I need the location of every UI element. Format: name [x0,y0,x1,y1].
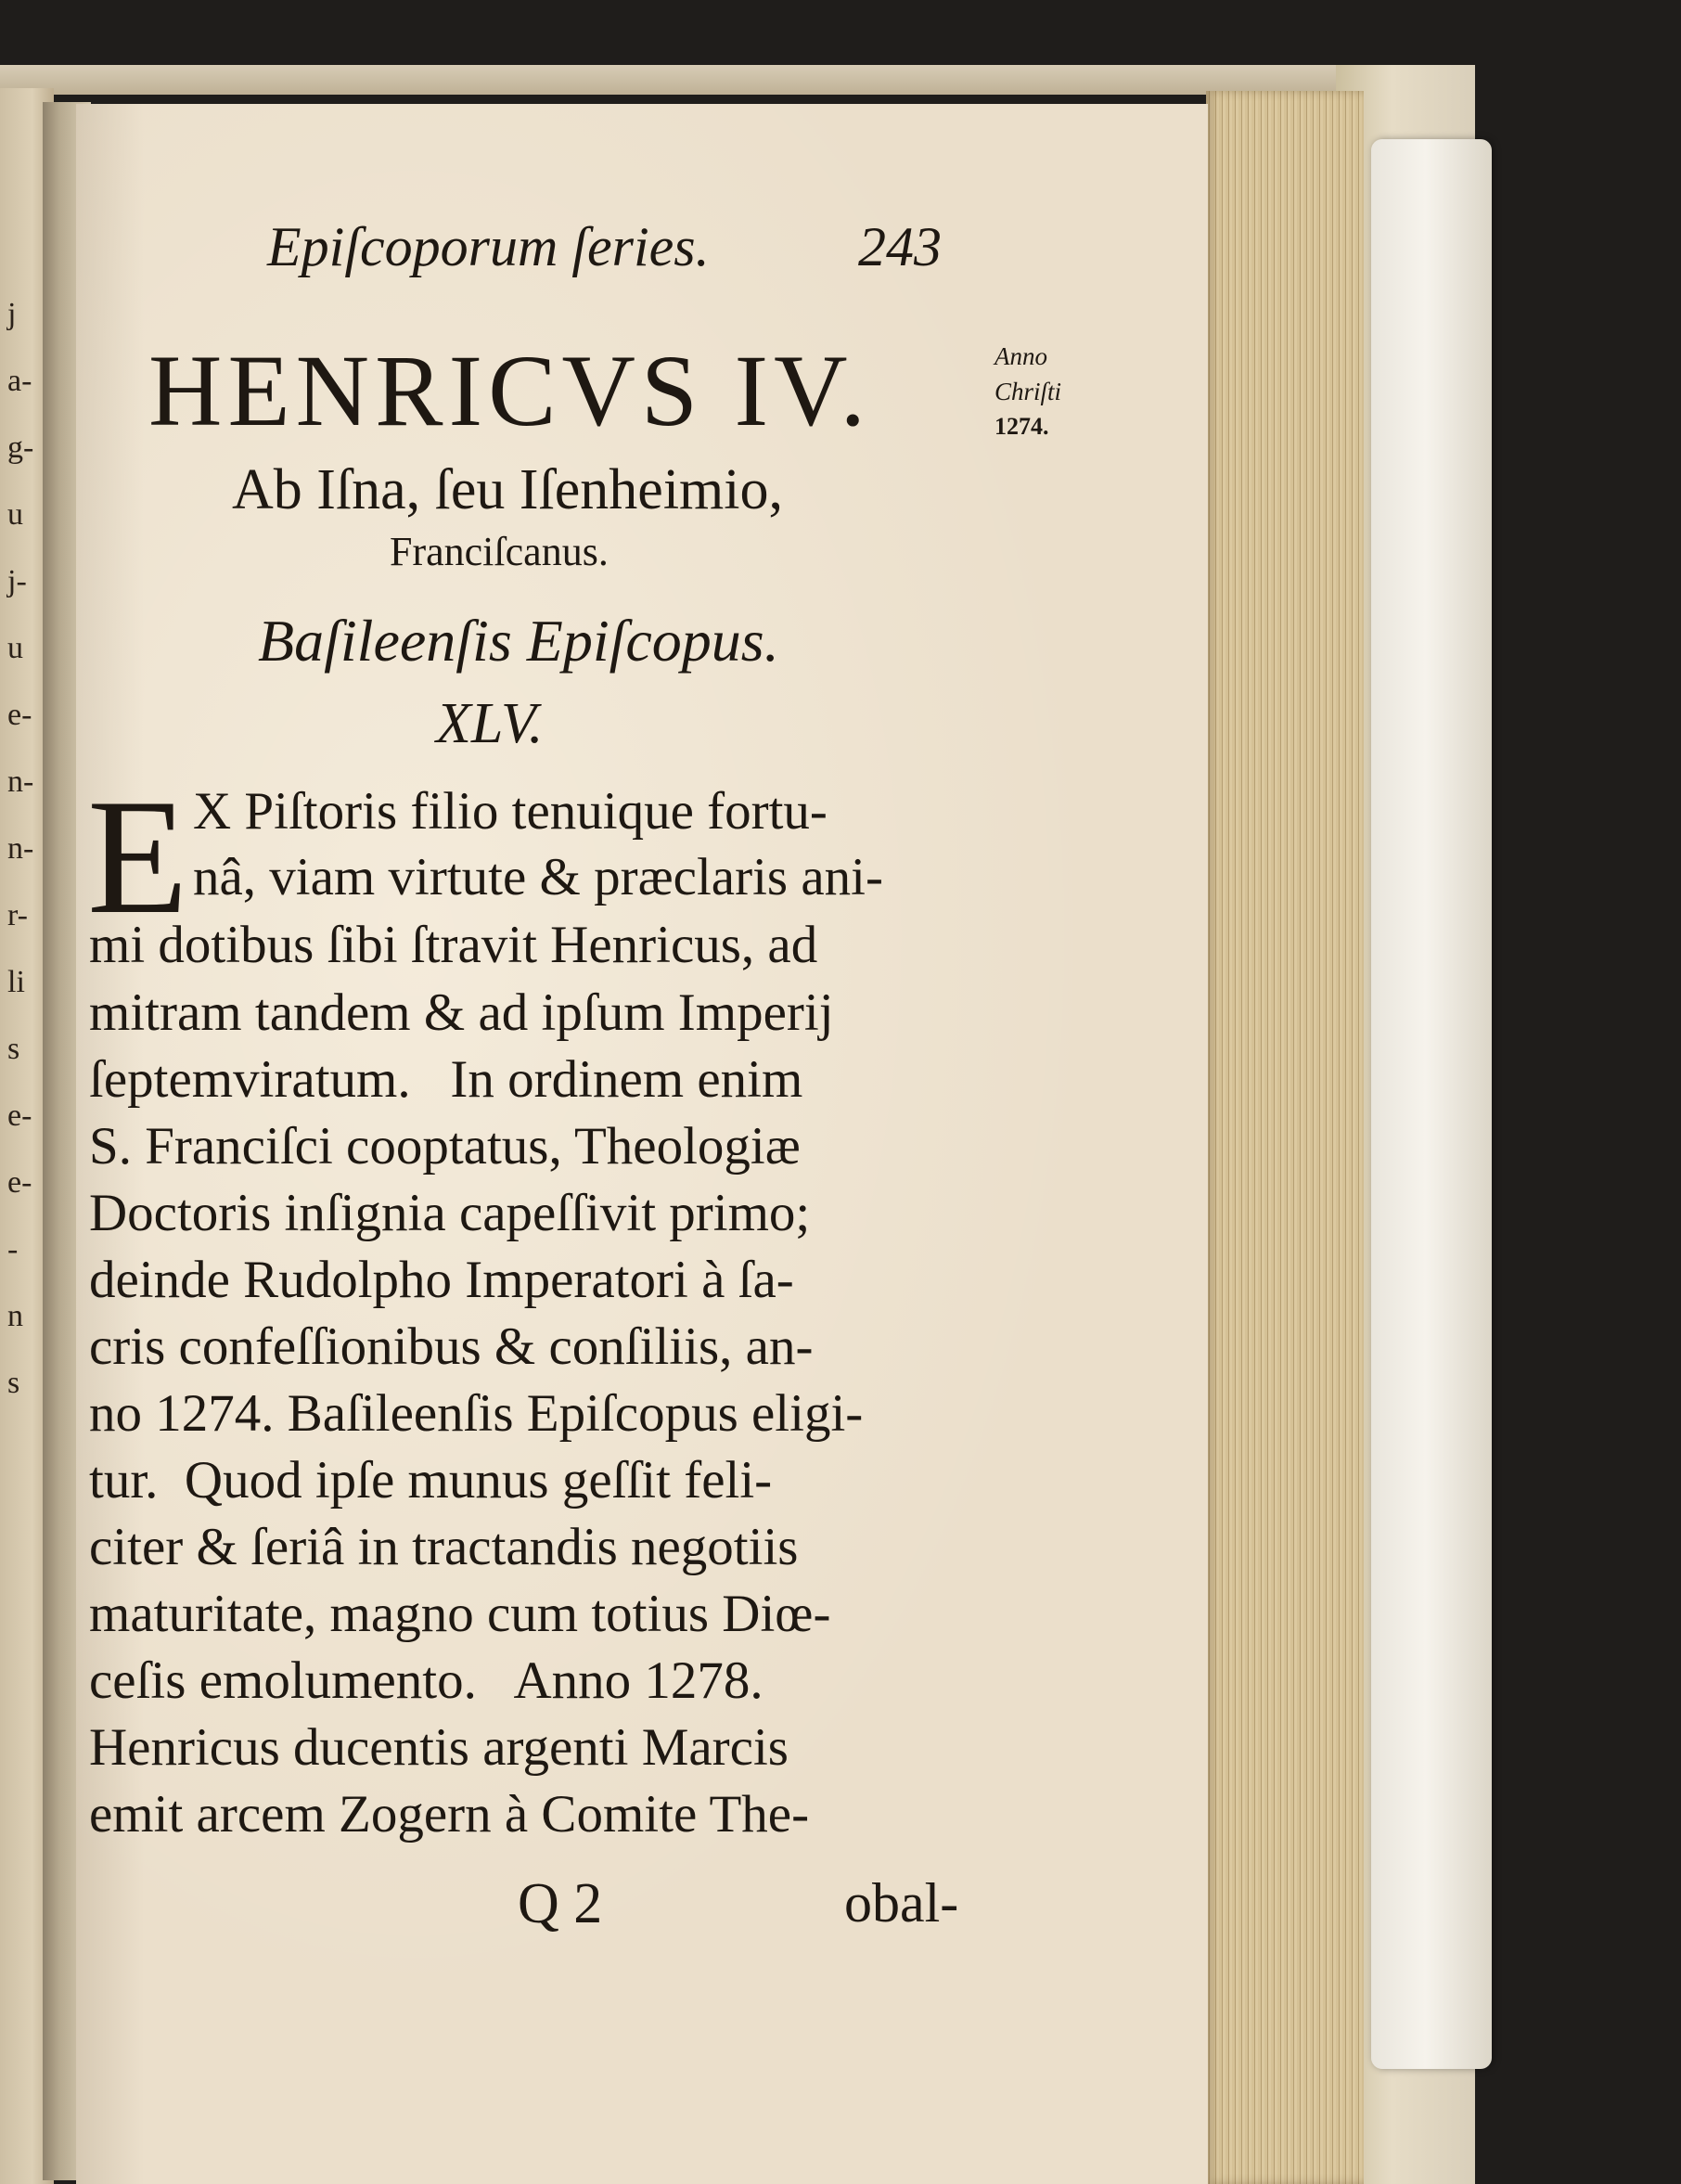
margin-note-line: Chriſti [994,378,1062,405]
margin-note-line: Anno [994,342,1047,370]
margin-note [994,339,1087,444]
chapter-heading: HENRICVS IV. [148,334,871,447]
facing-page-fragment: j [7,297,17,331]
text-line: cris confeſſionibus & conſiliis, an- [89,1317,814,1376]
subheading-origin: Ab Iſna, ſeu Iſenheimio, [232,458,783,521]
text-line: maturitate, magno cum totius Diœ- [89,1585,831,1643]
facing-page-fragment: e- [7,698,32,732]
facing-page-fragment: s [7,1366,20,1400]
facing-page-fragment: u [7,631,23,665]
facing-page-fragment: a- [7,364,32,398]
catchword: obal- [844,1872,959,1933]
page-number: 243 [858,216,942,277]
text-line: S. Franciſci cooptatus, Theologiæ [89,1117,801,1176]
text-line: mitram tandem & ad ipſum Imperij [89,983,834,1042]
facing-page-fragment: s [7,1032,20,1066]
facing-page-fragment: e- [7,1165,32,1200]
facing-page-fragment: n [7,1299,23,1333]
text-line: ceſis emolumento. Anno 1278. [89,1651,764,1710]
facing-page-fragment: e- [7,1098,32,1133]
facing-page-fragment: u [7,497,23,532]
facing-page-fragment: g- [7,430,34,465]
facing-page-fragment: r- [7,898,28,932]
facing-page-fragment: n- [7,831,34,866]
subheading-order: Franciſcanus. [390,529,609,574]
text-line: emit arcem Zogern à Comite The- [89,1785,810,1844]
text-line: mi dotibus ſibi ſtravit Henricus, ad [89,916,818,974]
drop-cap: E [87,764,188,948]
page-block-edge [1206,91,1364,2184]
running-title: Epiſcoporum ſeries. [267,216,710,277]
paper-bookmark-slip [1371,139,1492,2069]
facing-page-fragment: li [7,965,25,999]
facing-page-fragment: n- [7,764,34,799]
text-line: citer & ſeriâ in tractandis negotiis [89,1518,799,1576]
facing-page-fragment: j- [7,564,27,598]
text-line: no 1274. Baſileenſis Epiſcopus eligi- [89,1384,864,1443]
margin-note-year: 1274. [994,413,1049,440]
text-line: X Piſtoris filio tenuique fortu- [193,782,828,841]
text-line: Henricus ducentis argenti Marcis [89,1718,789,1777]
text-line: ſeptemviratum. In ordinem enim [89,1050,803,1109]
subheading-see: Baſileenſis Epiſcopus. [258,608,779,674]
bishop-number: XLV. [436,692,544,755]
signature-mark: Q 2 [518,1872,603,1935]
text-line: Doctoris inſignia capeſſivit primo; [89,1184,811,1242]
text-line: deinde Rudolpho Imperatori à ſa- [89,1251,794,1309]
text-line: nâ, viam virtute & præclaris ani- [193,848,883,906]
text-line: tur. Quod ipſe munus geſſit feli- [89,1451,773,1510]
facing-page-fragment: - [7,1232,19,1266]
